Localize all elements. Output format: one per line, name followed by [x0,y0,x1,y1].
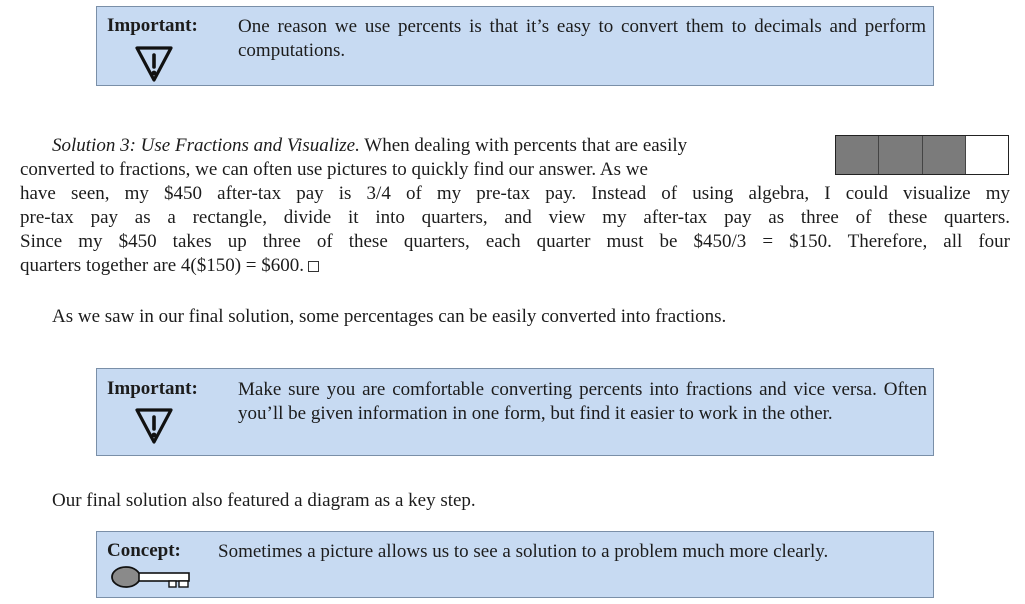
callout-text: One reason we use percents is that it’s easy to convert them to decimals and perform computations. [238,16,926,61]
callout-text: Sometimes a picture allows us to see a solution to a problem much more clearly. [218,541,829,562]
solution-line-6 [20,255,319,277]
paragraph-fractions: As we saw in our final solution, some percentages can be easily converted into fractions. [52,306,727,327]
key-icon [109,565,193,589]
quarter-empty [966,136,1008,174]
solution-line-1 [52,135,687,157]
important-callout-1 [96,6,934,86]
solution-line-3: have seen, my $450 after-tax pay is 3/4 of my pre-tax pay. Instead of using algebra, I could visualize my [20,183,1010,204]
exclamation-triangle-icon [133,45,175,83]
solution-line-2: converted to fractions, we can often use pictures to quickly find our answer. As we [20,159,648,180]
solution-line-1-text: When dealing with percents that are easily [359,135,688,156]
callout-label: Important: [107,378,198,399]
quarter-shaded-3 [923,136,966,174]
exclamation-triangle-icon [133,407,175,445]
quarters-diagram [835,135,1009,175]
solution-line-4: pre-tax pay as a rectangle, divide it into quarters, and view my after-tax pay as three of these quarters. [20,207,1010,228]
solution-title: Solution 3: Use Fractions and Visualize. [52,135,360,156]
quarter-shaded-2 [879,136,922,174]
end-of-proof-square-icon [308,261,319,272]
important-callout-2 [96,368,934,456]
callout-label: Important: [107,15,198,36]
solution-line-6-text: quarters together are 4($150) = $600. [20,255,305,276]
paragraph-diagram: Our final solution also featured a diagram as a key step. [52,490,476,511]
quarter-shaded-1 [836,136,879,174]
callout-label: Concept: [107,540,181,561]
callout-text: Make sure you are comfortable converting percents into fractions and vice versa. Often you’ll be given information in one form, but find it easier to work in the other. [238,379,927,424]
solution-line-5: Since my $450 takes up three of these quarters, each quarter must be $450/3 = $150. Therefore, all four [20,231,1010,252]
concept-callout [96,531,934,598]
